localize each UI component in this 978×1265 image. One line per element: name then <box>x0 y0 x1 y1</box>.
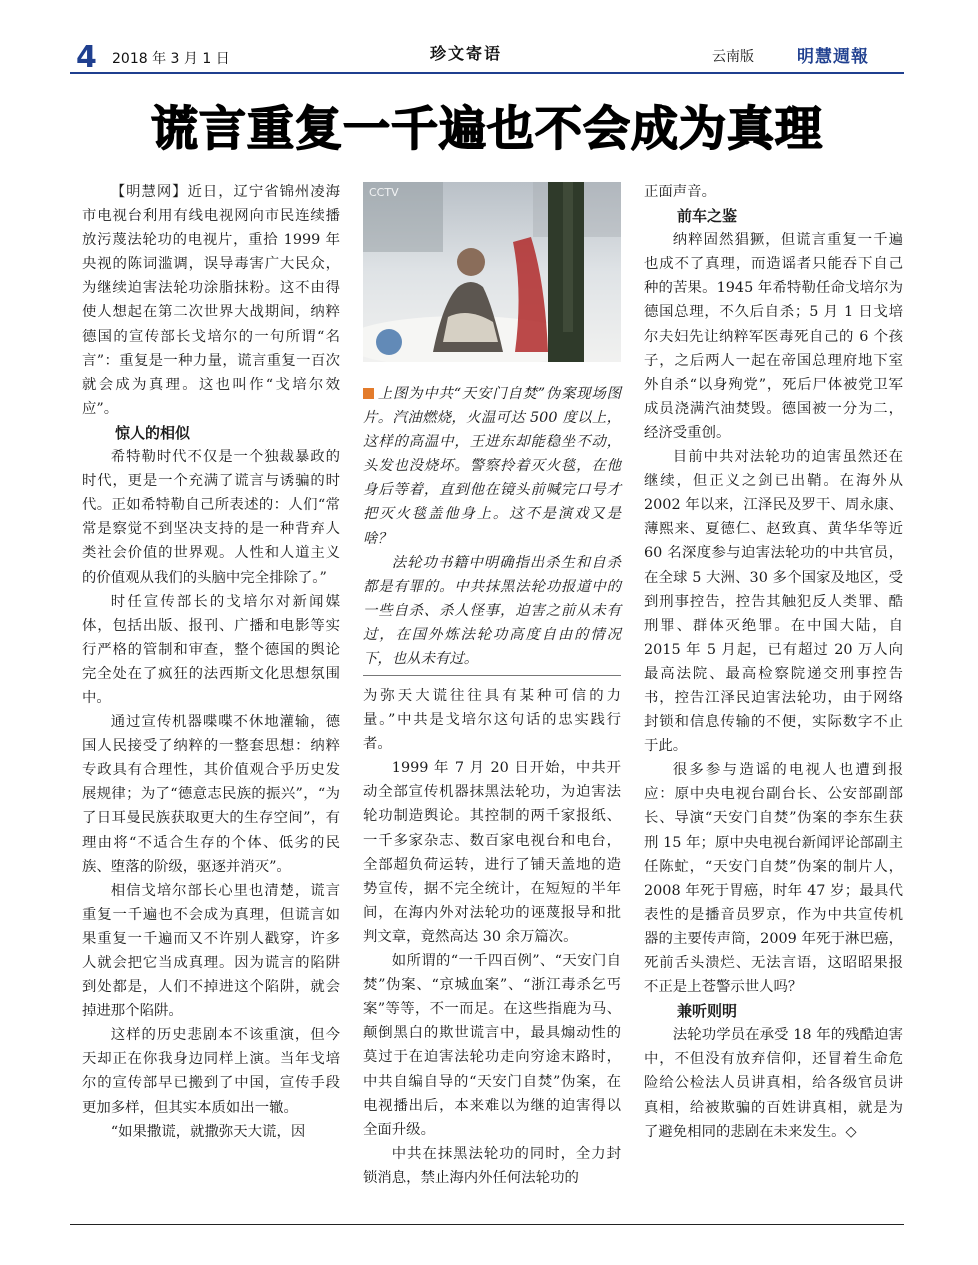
paragraph: 相信戈培尔部长心里也清楚，谎言重复一千遍也不会成为真理，但谎言如果重复一千遍而又不许别人戳穿，许多人就会把它当成真理。因为谎言的陷阱到处都是，人们不掉进这个陷阱，就会掉进那个陷阱。 <box>82 882 340 1020</box>
photo-caption <box>363 382 621 671</box>
page-header <box>0 0 978 80</box>
paragraph: 时任宣传部长的戈培尔对新闻媒体，包括出版、报刊、广播和电影等实行严格的管制和审查，整个德国的舆论完全处在了疯狂的法西斯文化思想氛围中。 <box>82 593 340 706</box>
issue-date: 2018 年 3 月 1 日 <box>112 51 230 67</box>
paragraph: 很多参与造谣的电视人也遭到报应：原中央电视台副台长、公安部副部长、导演“天安门自焚”伪案的李东生获刑 15 年；原中央电视台新闻评论部副主任陈虻，“天安门自焚”伪案的制片人，2008 年死于胃癌，时年 47 岁；最具代表性的是播音员罗京，作为中共宣传机器的主要传声筒，2009 年死于淋巴癌，死前舌头溃烂、无法言语，这昭昭果报不正是上苍警示世人吗？ <box>644 762 903 996</box>
edition-name: 云南版 <box>712 49 754 65</box>
paragraph: 【明慧网】近日，辽宁省锦州凌海市电视台利用有线电视网向市民连续播放污蔑法轮功的电视片，重拾 1999 年央视的陈词滥调，误导毒害广大民众，为继续迫害法轮功涂脂抹粉。这不由得使人想起在第二次世界大战期间，纳粹德国的宣传部长戈培尔的一句所谓“名言”：重复是一种力量，谎言重复一百次就会成为真理。这也叫作“戈培尔效应”。 <box>82 184 340 417</box>
caption-divider <box>363 675 621 676</box>
paragraph: 通过宣传机器喋喋不休地灌输，德国人民接受了纳粹的一整套思想：纳粹专政具有合理性，其价值观合乎历史发展规律；为了“德意志民族的振兴”，“为了日耳曼民族获取更大的生存空间”，有理由将“不适合生存的个体、低劣的民族、堕落的阶级，驱逐并消灭”。 <box>82 714 340 875</box>
paragraph: 法轮功学员在承受 18 年的残酷迫害中，不但没有放弃信仰，还冒着生命危险给公检法人员讲真相，给各级官员讲真相，给被欺骗的百姓讲真相，就是为了避免相同的悲剧在未来发生。◇ <box>644 1027 903 1140</box>
brand-logo: 明慧週報 <box>797 47 869 67</box>
subheading: 兼听则明 <box>677 1002 738 1021</box>
caption-paragraph: 法轮功书籍中明确指出杀生和自杀都是有罪的。中共抹黑法轮功报道中的一些自杀、杀人怪事，迫害之前从未有过，在国外炼法轮功高度自由的情况下，也从未有过。 <box>363 554 621 668</box>
paragraph: 如所谓的“一千四百例”、“天安门自焚”伪案、“京城血案”、“浙江毒杀乞丐案”等等，不一而足。在这些指鹿为马、颠倒黑白的欺世谎言中，最具煽动性的莫过于在迫害法轮功走向穷途末路时，中共自编自导的“天安门自焚”伪案，在电视播出后，本来难以为继的迫害得以全面升级。 <box>363 953 621 1138</box>
header-rule <box>70 72 904 74</box>
footer-rule <box>70 1224 904 1225</box>
tv-logo: CCTV <box>369 186 399 199</box>
section-name: 珍文寄语 <box>430 44 503 63</box>
subheading: 前车之鉴 <box>677 207 738 226</box>
paragraph: 正面声音。 <box>644 184 716 200</box>
paragraph: 这样的历史悲剧本不该重演，但今天却正在你我身边同样上演。当年戈培尔的宣传部早已搬到了中国，宣传手段更加多样，但其实本质如出一辙。 <box>82 1027 340 1116</box>
paragraph: 希特勒时代不仅是一个独裁暴政的时代，更是一个充满了谎言与诱骗的时代。正如希特勒自己所表述的：人们“常常是察觉不到坚决支持的是一种背弃人类社会价值的世界观。人性和人道主义的价值观从我们的头脑中完全排除了。” <box>82 449 340 586</box>
paragraph: 目前中共对法轮功的迫害虽然还在继续，但正义之剑已出鞘。在海外从 2002 年以来，江泽民及罗干、周永康、薄熙来、夏德仁、赵致真、黄华华等近 60 名深度参与迫害法轮功的中共官员，在全球 5 大洲、30 多个国家及地区，受到刑事控告，控告其触犯反人类罪、酷刑罪、群体灭绝罪。在中国大陆，自 2015 年 5 月起，已有超过 20 万人向最高法院、最高检察院递交刑事控告书，控告江泽民迫害法轮功，由于网络封锁和信息传输的不便，实际数字不止于此。 <box>644 449 903 755</box>
photo-illustration <box>363 182 621 362</box>
caption-paragraph: 上图为中共“天安门自焚”伪案现场图片。汽油燃烧，火温可达 500 度以上，这样的高温中，王进东却能稳坐不动，头发也没烧坏。警察拎着灭火毯，在他身后等着，直到他在镜头前喊完口号才把灭火毯盖他身上。这不是演戏又是啥？ <box>363 386 621 547</box>
paragraph: 中共在抹黑法轮功的同时，全力封锁消息，禁止海内外任何法轮功的 <box>363 1145 621 1186</box>
caption-marker-icon <box>363 388 374 399</box>
subheading: 惊人的相似 <box>115 423 191 442</box>
column-2 <box>363 684 621 1190</box>
paragraph: “如果撒谎，就撒弥天大谎，因 <box>110 1123 306 1140</box>
page-number: 4 <box>76 40 97 75</box>
column-1 <box>82 180 340 1144</box>
paragraph: 纳粹固然猖獗，但谎言重复一千遍也成不了真理，而造谣者只能吞下自己种的苦果。1945 年希特勒任命戈培尔为德国总理，不久后自杀；5 月 1 日戈培尔夫妇先让纳粹军医毒死自己的 6 个孩子，之后两人一起在帝国总理府地下室外自杀“以身殉党”，死后尸体被党卫军成员浇满汽油焚毁。德国被一分为二，经济受重创。 <box>644 232 903 441</box>
paragraph: 为弥天大谎往往具有某种可信的力量。”中共是戈培尔这句话的忠实践行者。 <box>363 688 621 753</box>
paragraph: 1999 年 7 月 20 日开始，中共开动全部宣传机器抹黑法轮功，为迫害法轮功制造舆论。其控制的两千家报纸、一千多家杂志、数百家电视台和电台，全部超负荷运转，进行了铺天盖地的造势宣传，据不完全统计，在短短的半年间，在海内外对法轮功的诬蔑报导和批判文章，竟然高达 30 余万篇次。 <box>363 760 621 945</box>
news-photo <box>363 182 621 362</box>
column-3 <box>644 180 903 1144</box>
article-title: 谎言重复一千遍也不会成为真理 <box>151 102 823 157</box>
